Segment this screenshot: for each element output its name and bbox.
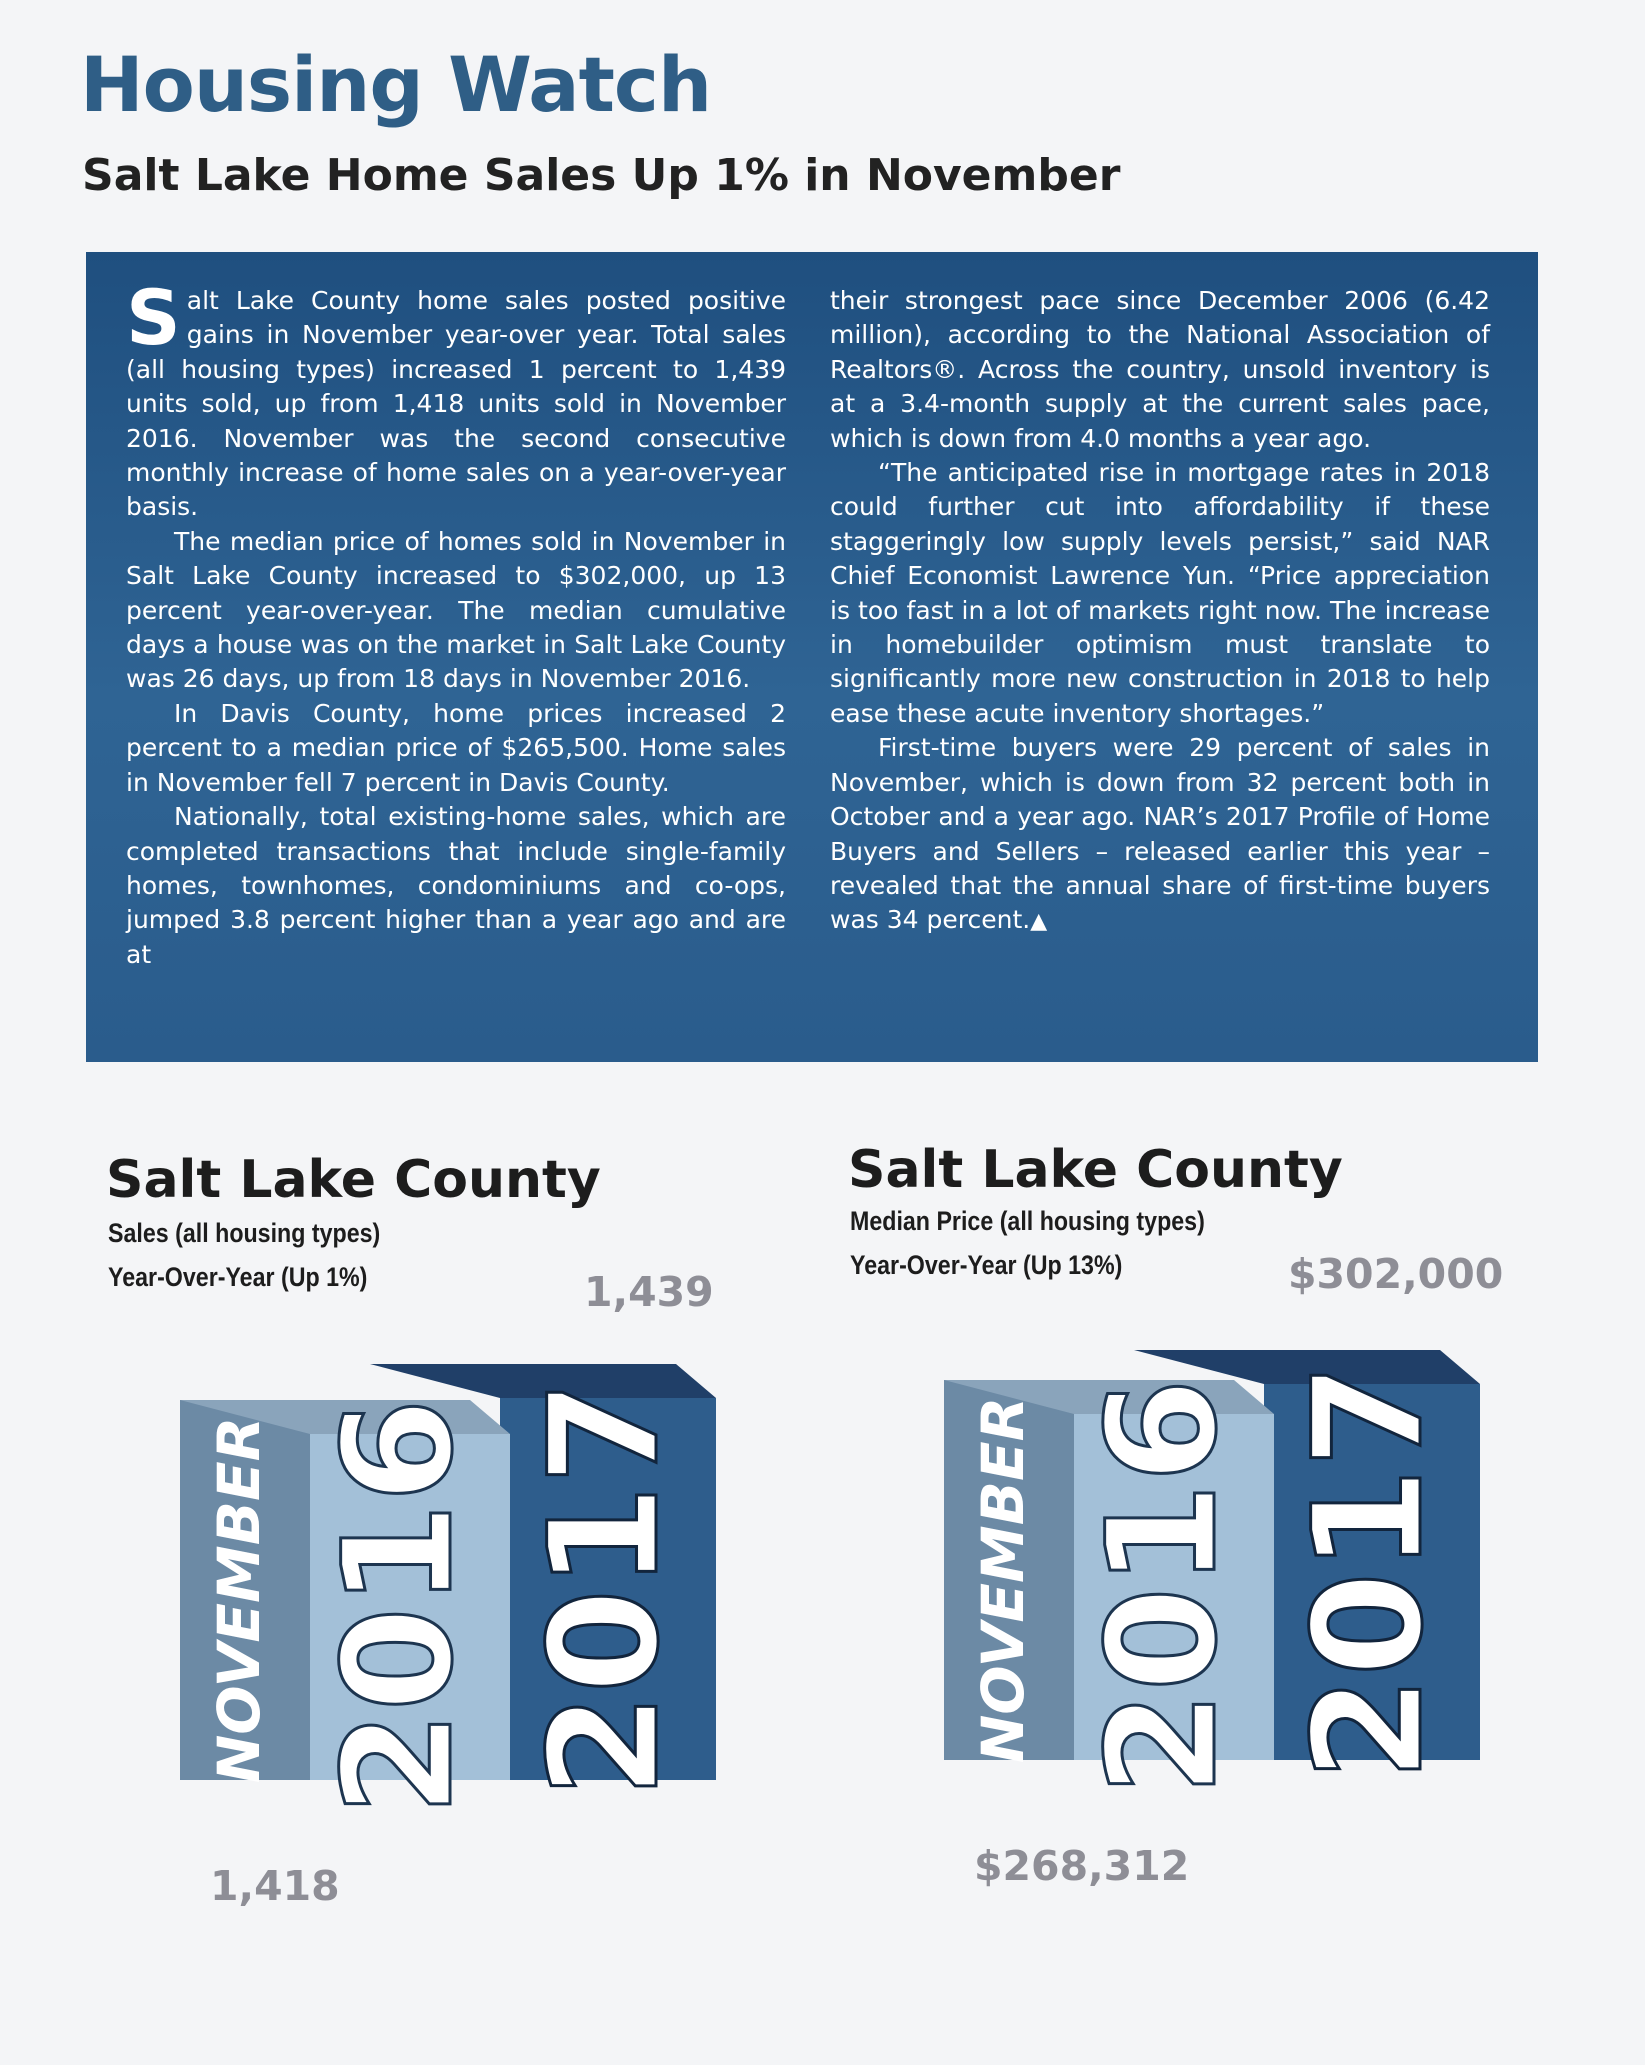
- article-paragraph-7: [830, 731, 1490, 939]
- article-paragraph-1: [126, 273, 786, 525]
- article-paragraph-1-text: alt Lake County home sales posted positive gains in November year-over year. Total sales (all housing types) increased 1 percent to 1,439 units sold, up from 1,418 units sold in November 2016. November was the second consecutive monthly increase of home sales on a year-over-year basis.: [126, 286, 786, 522]
- chart1-year-2017: 2017: [518, 1380, 692, 1798]
- chart1-subtitle2: Year-Over-Year (Up 1%): [108, 1262, 368, 1292]
- chart1-subtitle: Sales (all housing types): [108, 1218, 381, 1248]
- chart2-subtitle2: Year-Over-Year (Up 13%): [850, 1250, 1123, 1280]
- article-left-column: [126, 273, 786, 1042]
- article-paragraph-3: In Davis County, home prices increased 2 percent to a median price of $265,500. Home sales in November fell 7 percent in Davis County.: [126, 698, 786, 797]
- chart2-month-label: NOVEMBER: [969, 1396, 1037, 1764]
- article-paragraph-6: “The anticipated rise in mortgage rates in 2018 could further cut into affordability if these staggeringly low supply levels persist,” said NAR Chief Economist Lawrence Yun. “Price appreciation is too fast in a lot of markets right now. The increase in homebuilder optimism must translate to significantly more new construction in 2018 to help ease these acute inventory shortages.”: [830, 458, 1490, 728]
- page-title: Housing Watch: [80, 40, 712, 129]
- chart2-year-2017: 2017: [1282, 1363, 1456, 1781]
- chart1-value-label-2017: 1,439: [584, 1268, 714, 1316]
- chart1-year-2016: 2016: [312, 1398, 486, 1816]
- article-paragraph-5: their strongest pace since December 2006 (6.42 million), according to the National Association of Realtors®. Across the country, unsold inventory is at a 3.4-month supply at the current sales pace, which is down from 4.0 months a year ago.: [830, 286, 1490, 453]
- article-box: [86, 252, 1538, 1062]
- chart1-value-label-2016: 1,418: [210, 1862, 340, 1910]
- chart2-bars: [944, 1320, 1564, 1840]
- article-paragraph-2: The median price of homes sold in November in Salt Lake County increased to $302,000, up 13 percent year-over-year. The median cumulative days a house was on the market in Salt Lake County was 26 days, up from 18 days in November 2016.: [126, 526, 786, 694]
- chart2-year-2016: 2016: [1076, 1378, 1250, 1796]
- house-icon: ▲: [1030, 909, 1048, 935]
- chart1-month-label: NOVEMBER: [205, 1416, 273, 1784]
- chart1-bars: [180, 1340, 800, 1860]
- chart1-title: Salt Lake County: [106, 1150, 601, 1210]
- drop-cap: S: [126, 273, 181, 362]
- page-subtitle: Salt Lake Home Sales Up 1% in November: [82, 150, 1121, 201]
- article-right-column: [830, 284, 1490, 1042]
- chart2-value-label-2016: $268,312: [974, 1842, 1190, 1890]
- article-paragraph-4: Nationally, total existing-home sales, which are completed transactions that include single-family homes, townhomes, condominiums and co-ops, jumped 3.8 percent higher than a year ago and are at: [126, 802, 786, 969]
- chart2-title: Salt Lake County: [848, 1140, 1343, 1200]
- article-paragraph-7-text: First-time buyers were 29 percent of sales in November, which is down from 32 percent both in October and a year ago. NAR’s 2017 Profile of Home Buyers and Sellers – released earlier this year – revealed that the annual share of first-time buyers was 34 percent.: [830, 733, 1490, 935]
- chart2-value-label-2017: $302,000: [1288, 1250, 1504, 1298]
- chart2-subtitle: Median Price (all housing types): [850, 1206, 1205, 1236]
